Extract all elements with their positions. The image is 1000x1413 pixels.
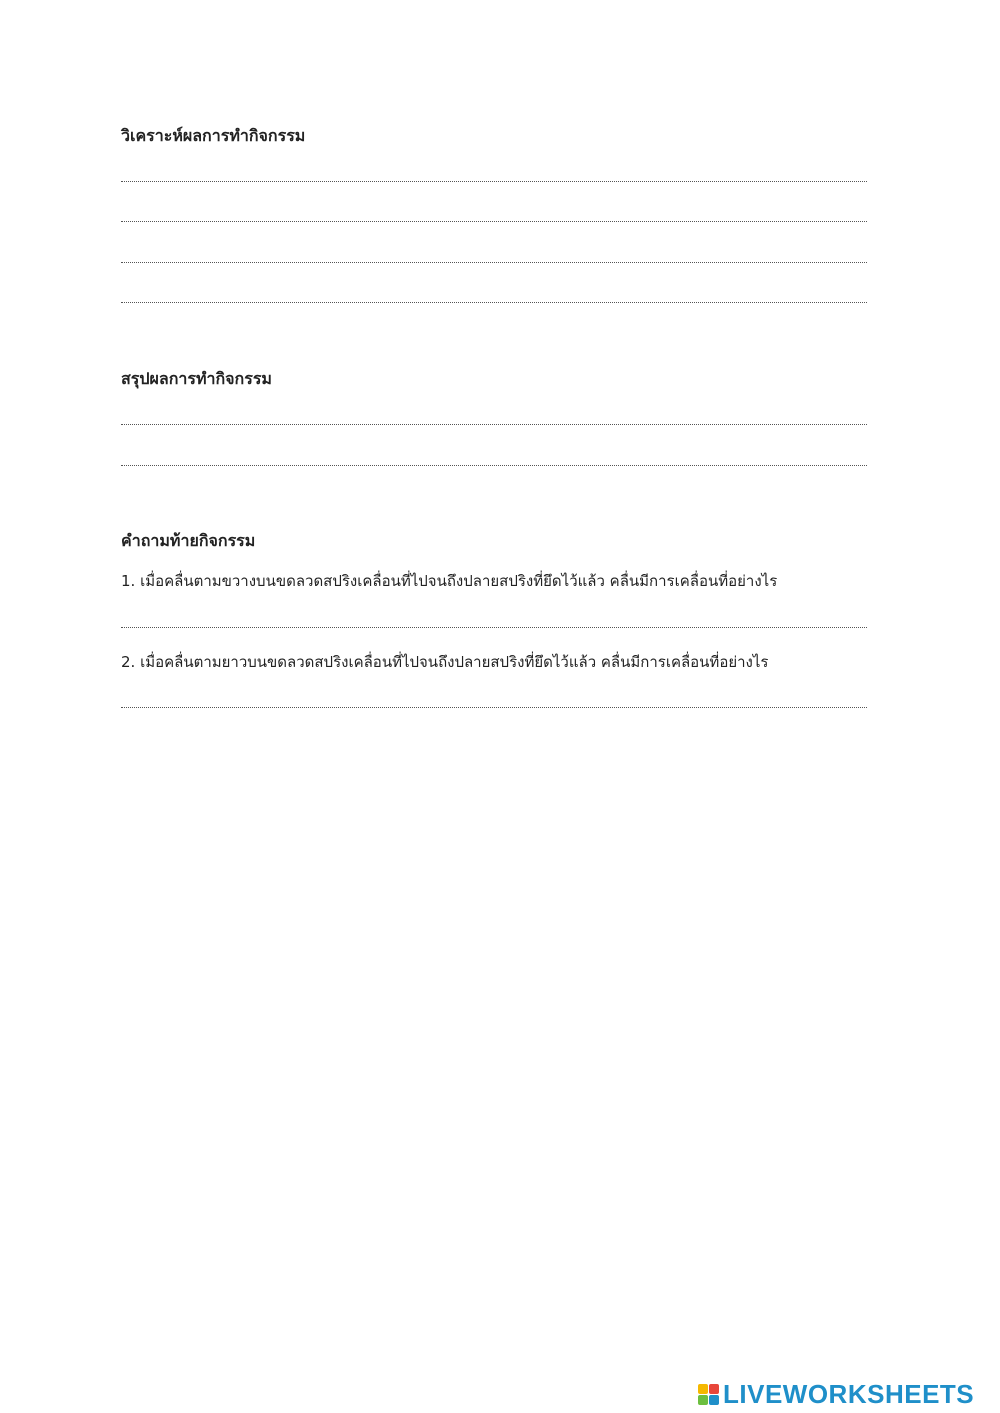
analysis-answer-line-4[interactable] <box>121 302 867 303</box>
question-2-answer-line[interactable] <box>121 707 867 708</box>
summary-answer-line-1[interactable] <box>121 424 867 425</box>
liveworksheets-logo <box>698 1379 974 1409</box>
question-1-answer-line[interactable] <box>121 627 867 628</box>
analysis-answer-line-3[interactable] <box>121 262 867 263</box>
logo-square-blue <box>709 1395 719 1405</box>
summary-heading: สรุปผลการทำกิจกรรม <box>121 369 272 388</box>
question-1-text: 1. เมื่อคลื่นตามขวางบนขดลวดสปริงเคลื่อนที่ไปจนถึงปลายสปริงที่ยึดไว้แล้ว คลื่นมีการเคลื่อนที่อย่างไร <box>121 572 778 590</box>
question-2-text: 2. เมื่อคลื่นตามยาวบนขดลวดสปริงเคลื่อนที่ไปจนถึงปลายสปริงที่ยึดไว้แล้ว คลื่นมีการเคลื่อนที่อย่างไร <box>121 653 769 671</box>
analysis-answer-line-2[interactable] <box>121 221 867 222</box>
analysis-answer-line-1[interactable] <box>121 181 867 182</box>
logo-square-yellow <box>698 1384 708 1394</box>
questions-heading: คำถามท้ายกิจกรรม <box>121 531 256 550</box>
logo-square-green <box>698 1395 708 1405</box>
analysis-heading: วิเคราะห์ผลการทำกิจกรรม <box>121 126 306 145</box>
logo-square-red <box>709 1384 719 1394</box>
logo-mark-icon <box>698 1384 719 1405</box>
logo-text: LIVEWORKSHEETS <box>723 1379 975 1409</box>
summary-answer-line-2[interactable] <box>121 465 867 466</box>
